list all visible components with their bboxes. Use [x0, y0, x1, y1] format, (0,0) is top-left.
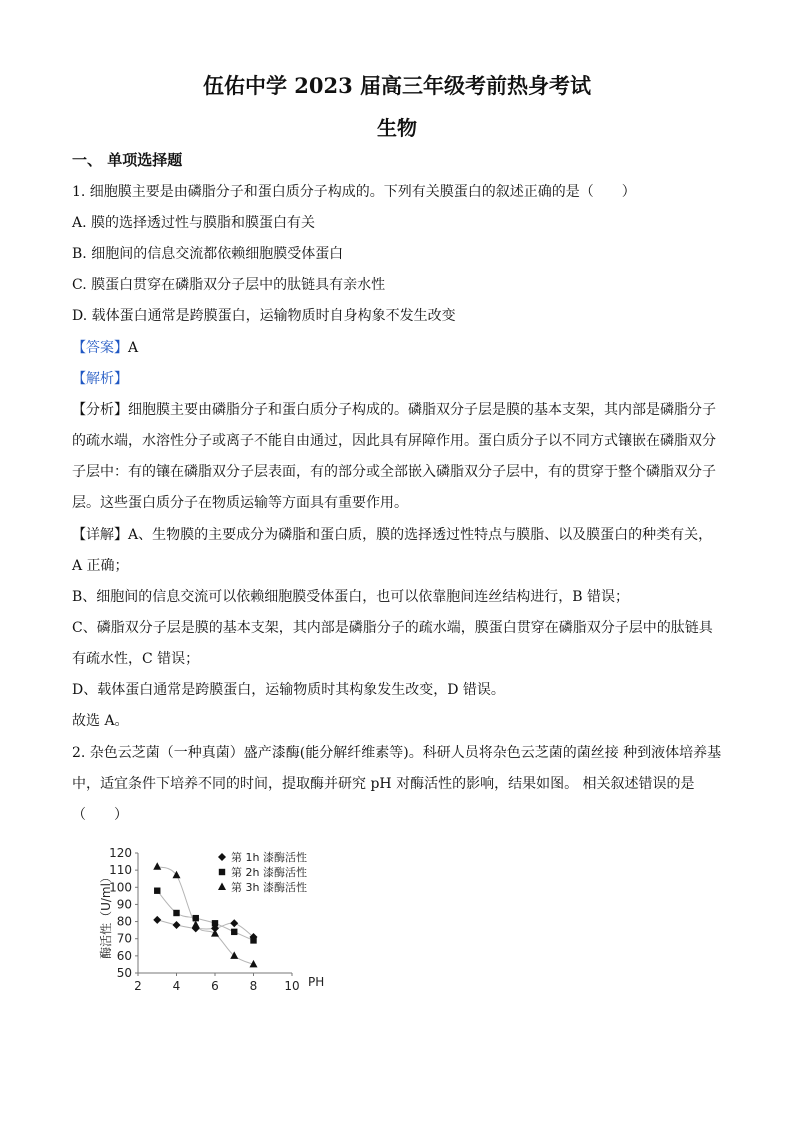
legend-label-1: 第 1h 漆酶活性	[231, 851, 307, 864]
x-tick-label: 2	[134, 979, 142, 993]
data-point-series-1	[230, 919, 238, 927]
exam-title: 伍佑中学 2023 届高三年级考前热身考试	[202, 73, 592, 98]
detail-line: 有疏水性，C 错误；	[72, 651, 200, 667]
question-2-line: （ ）	[72, 807, 128, 823]
option-a: A. 膜的选择透过性与膜脂和膜蛋白有关	[72, 215, 316, 231]
detail-line: D、载体蛋白通常是跨膜蛋白，运输物质时其构象发生改变，D 错误。	[72, 682, 505, 698]
answer-tag: 【答案】	[72, 340, 128, 356]
xiangjie-tag: 【详解】	[72, 527, 128, 543]
y-tick-label: 80	[116, 914, 132, 929]
detail-line: C、磷脂双分子层是膜的基本支架，其内部是磷脂分子的疏水端，膜蛋白贯穿在磷脂双分子层中的肽链具	[72, 620, 713, 636]
analysis-line: 的疏水端，水溶性分子或离子不能自由通过，因此具有屏障作用。蛋白质分子以不同方式镶嵌在磷脂双分	[72, 433, 716, 449]
data-point-series-3	[192, 921, 200, 929]
x-tick-label: 6	[211, 979, 219, 993]
detail-text: A、生物膜的主要成分为磷脂和蛋白质，膜的选择透过性特点与膜脂、以及膜蛋白的种类有关，	[128, 527, 713, 543]
legend-label-3: 第 3h 漆酶活性	[231, 881, 307, 894]
analysis-line	[72, 400, 716, 420]
analysis-line: 层。这些蛋白质分子在物质运输等方面具有重要作用。	[72, 495, 408, 511]
data-point-series-2	[193, 915, 199, 921]
y-tick-label: 90	[116, 897, 132, 912]
subject-title: 生物	[377, 116, 417, 140]
option-c: C. 膜蛋白贯穿在磷脂双分子层中的肽链具有亲水性	[72, 277, 386, 293]
legend-marker-1	[218, 853, 226, 861]
detail-line: B、细胞间的信息交流可以依赖细胞膜受体蛋白，也可以依靠胞间连丝结构进行，B 错误；	[72, 589, 630, 605]
y-tick-label: 110	[109, 863, 132, 878]
analysis-line: 子层中：有的镶在磷脂双分子层表面，有的部分或全部嵌入磷脂双分子层中，有的贯穿于整个磷脂双分子	[72, 464, 716, 480]
option-d: D. 载体蛋白通常是跨膜蛋白，运输物质时自身构象不发生改变	[72, 308, 456, 324]
fenxi-text: 细胞膜主要由磷脂分子和蛋白质分子构成的。磷脂双分子层是膜的基本支架，其内部是磷脂分子	[128, 402, 716, 418]
conclusion-line: 故选 A。	[72, 713, 129, 729]
series-line-2	[157, 891, 253, 941]
data-point-series-2	[173, 910, 179, 916]
answer-line	[72, 338, 138, 358]
data-point-series-2	[231, 929, 237, 935]
question-2-line: 中，适宜条件下培养不同的时间，提取酶并研究 pH 对酶活性的影响，结果如图。 相关叙述错误的是	[72, 776, 695, 792]
detail-line: A 正确；	[72, 558, 129, 574]
detail-line	[72, 525, 712, 545]
x-axis-label: PH	[308, 975, 325, 989]
y-axis-label: 酶活性（U/ml）	[99, 871, 113, 959]
legend-marker-3	[218, 883, 226, 891]
y-tick-label: 50	[116, 966, 132, 980]
enzyme-activity-chart	[90, 840, 340, 1005]
data-point-series-2	[250, 937, 256, 943]
option-b: B. 细胞间的信息交流都依赖细胞膜受体蛋白	[72, 246, 344, 262]
x-tick-label: 8	[249, 979, 258, 993]
question-1-stem: 1. 细胞膜主要是由磷脂分子和蛋白质分子构成的。下列有关膜蛋白的叙述正确的是（ ）	[72, 184, 636, 200]
fenxi-tag: 【分析】	[72, 402, 128, 418]
data-point-series-1	[153, 916, 161, 924]
y-tick-label: 60	[116, 948, 132, 963]
legend-marker-2	[219, 869, 225, 875]
question-2-line: 2. 杂色云芝菌（一种真菌）盛产漆酶(能分解纤维素等)。科研人员将杂色云芝菌的菌丝接 种到液体培养基	[72, 745, 722, 761]
data-point-series-2	[154, 888, 160, 894]
x-tick-label: 10	[284, 979, 300, 993]
y-tick-label: 120	[109, 846, 132, 860]
jiexi-tag: 【解析】	[72, 371, 128, 387]
data-point-series-3	[153, 862, 161, 870]
legend-label-2: 第 2h 漆酶活性	[231, 866, 307, 879]
y-tick-label: 100	[109, 880, 132, 895]
answer-value: A	[128, 340, 139, 356]
x-tick-label: 4	[172, 979, 181, 993]
section-heading: 一、 单项选择题	[72, 151, 183, 169]
y-tick-label: 70	[116, 931, 132, 946]
data-point-series-1	[173, 921, 181, 929]
data-point-series-3	[211, 929, 219, 937]
data-point-series-2	[212, 920, 218, 926]
